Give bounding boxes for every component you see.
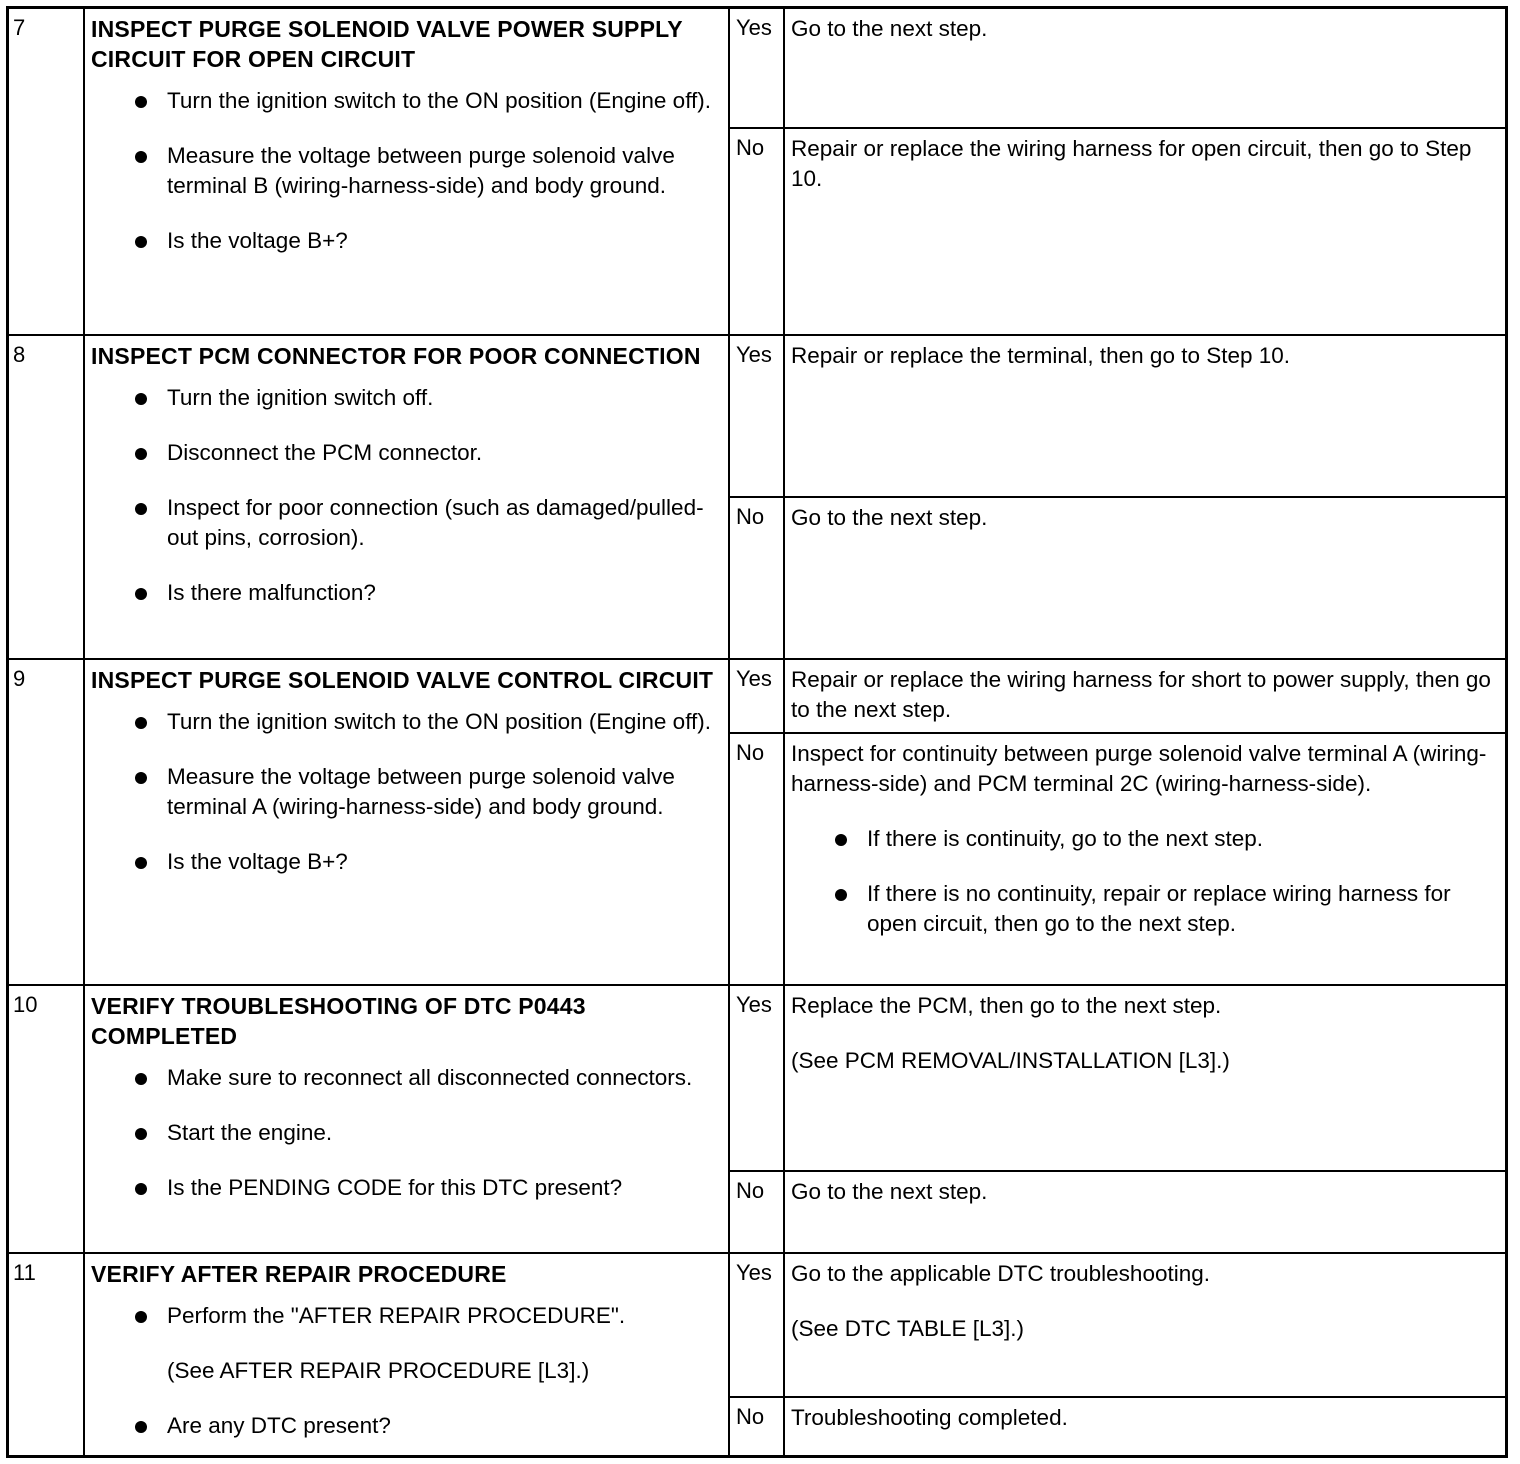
step-row-9 [9,660,1505,986]
action-item: Start the engine. [91,1118,720,1148]
no-label: No [730,498,785,658]
step-row-7 [9,9,1505,336]
step-title: INSPECT PURGE SOLENOID VALVE POWER SUPPLY CIRCUIT FOR OPEN CIRCUIT [91,16,683,72]
no-result [730,1398,1505,1455]
no-text: Go to the next step. [791,505,988,530]
yes-text: Go to the next step. [791,16,988,41]
action-item: Is there malfunction? [91,578,720,608]
yes-result [730,986,1505,1172]
bullet-icon [135,1183,147,1195]
no-text: Go to the next step. [791,1179,988,1204]
no-text: Repair or replace the wiring harness for open circuit, then go to Step 10. [791,136,1472,191]
yes-label: Yes [730,9,785,127]
no-text: Inspect for continuity between purge solenoid valve terminal A (wiring-harness-side) and PCM terminal 2C (wiring-harness-side). If there is continuity, go to the next step. If there is no continuity, repair or replace wiring harness for open circuit, then go to the next step. [785,734,1505,984]
yes-result [730,9,1505,129]
no-label: No [730,734,785,984]
action-item: Turn the ignition switch to the ON position (Engine off). [91,707,720,737]
no-bullet-list [791,824,1491,939]
bullet-icon [835,834,847,846]
yes-text: Repair or replace the wiring harness for short to power supply, then go to the next step. [791,667,1491,722]
no-text: Troubleshooting completed. [791,1405,1068,1430]
troubleshooting-table [6,6,1508,1458]
action-item: Is the voltage B+? [91,226,720,256]
bullet-icon [135,772,147,784]
action-item: Inspect for poor connection (such as damaged/pulled-out pins, corrosion). [91,493,720,553]
bullet-icon [135,151,147,163]
action-item: Measure the voltage between purge solenoid valve terminal A (wiring-harness-side) and body ground. [91,762,720,822]
step-body [85,986,730,1252]
yes-label: Yes [730,1254,785,1396]
reference-text: (See PCM REMOVAL/INSTALLATION [L3].) [791,1048,1230,1073]
yes-label: Yes [730,986,785,1170]
bullet-icon [135,448,147,460]
no-result [730,734,1505,984]
action-list [91,383,720,608]
action-list [91,707,720,877]
no-bullet-item: If there is no continuity, repair or replace wiring harness for open circuit, then go to the next step. [791,879,1491,939]
no-result [730,1172,1505,1252]
no-label: No [730,1398,785,1455]
yes-label: Yes [730,336,785,496]
step-row-8 [9,336,1505,660]
result-column [730,336,1505,658]
step-body [85,660,730,984]
action-item: Perform the "AFTER REPAIR PROCEDURE". [91,1301,720,1331]
step-number: 7 [9,9,85,334]
action-item: Are any DTC present? [91,1411,720,1441]
step-number: 10 [9,986,85,1252]
bullet-icon [135,1128,147,1140]
result-column [730,660,1505,984]
action-list [91,1063,720,1203]
yes-result [730,336,1505,498]
step-body [85,336,730,658]
step-number: 9 [9,660,85,984]
yes-text: Replace the PCM, then go to the next step. (See PCM REMOVAL/INSTALLATION [L3].) [785,986,1505,1170]
yes-result [730,1254,1505,1398]
yes-text: Repair or replace the terminal, then go to Step 10. [791,343,1291,368]
result-column [730,9,1505,334]
no-label: No [730,129,785,334]
bullet-icon [135,588,147,600]
action-item: Is the voltage B+? [91,847,720,877]
yes-label: Yes [730,660,785,732]
bullet-icon [135,96,147,108]
action-item: Disconnect the PCM connector. [91,438,720,468]
step-number: 8 [9,336,85,658]
step-title: VERIFY TROUBLESHOOTING OF DTC P0443 COMPLETED [91,993,586,1049]
bullet-icon [135,1311,147,1323]
no-label: No [730,1172,785,1252]
bullet-icon [835,889,847,901]
action-item: Turn the ignition switch off. [91,383,720,413]
action-list [91,86,720,256]
action-item: Is the PENDING CODE for this DTC present? [91,1173,720,1203]
action-item: Measure the voltage between purge solenoid valve terminal B (wiring-harness-side) and body ground. [91,141,720,201]
no-bullet-item: If there is continuity, go to the next step. [791,824,1491,854]
yes-text: Go to the applicable DTC troubleshooting. (See DTC TABLE [L3].) [785,1254,1505,1396]
step-body [85,9,730,334]
bullet-icon [135,236,147,248]
bullet-icon [135,717,147,729]
reference-item: (See AFTER REPAIR PROCEDURE [L3].) [167,1358,590,1383]
step-number: 11 [9,1254,85,1455]
yes-result [730,660,1505,734]
no-result [730,129,1505,334]
bullet-icon [135,857,147,869]
bullet-icon [135,393,147,405]
no-result [730,498,1505,658]
step-title: INSPECT PURGE SOLENOID VALVE CONTROL CIRCUIT [91,667,714,693]
result-column [730,986,1505,1252]
result-column [730,1254,1505,1455]
step-title: INSPECT PCM CONNECTOR FOR POOR CONNECTION [91,343,701,369]
action-item: Turn the ignition switch to the ON position (Engine off). [91,86,720,116]
step-row-11 [9,1254,1505,1455]
bullet-icon [135,503,147,515]
action-item: Make sure to reconnect all disconnected connectors. [91,1063,720,1093]
reference-text: (See DTC TABLE [L3].) [791,1316,1024,1341]
action-list [91,1301,720,1441]
step-body [85,1254,730,1455]
step-row-10 [9,986,1505,1254]
bullet-icon [135,1073,147,1085]
bullet-icon [135,1421,147,1433]
step-title: VERIFY AFTER REPAIR PROCEDURE [91,1261,507,1287]
